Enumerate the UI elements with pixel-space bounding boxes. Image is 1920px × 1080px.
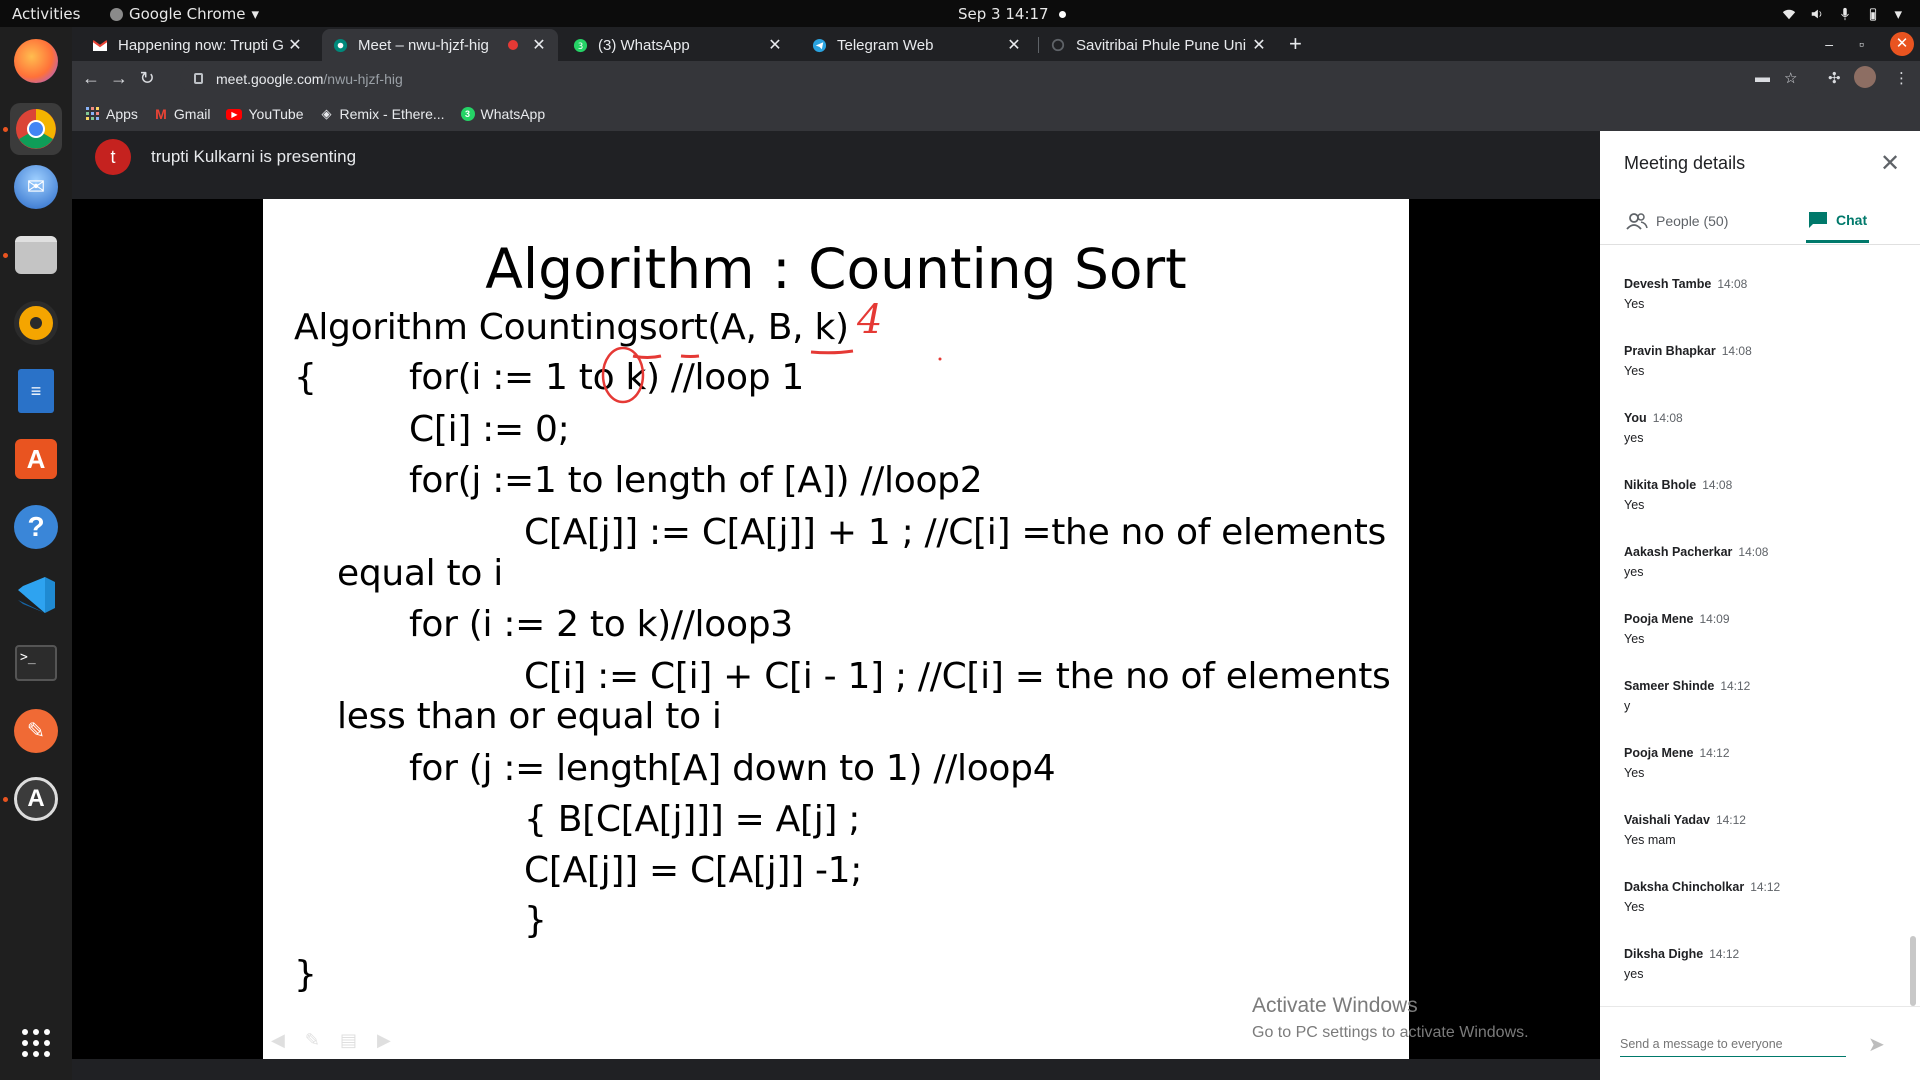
sender-name: Vaishali Yadav: [1624, 813, 1710, 827]
panel-title: Meeting details: [1624, 153, 1746, 173]
clock-label: Sep 3 14:17: [958, 5, 1049, 23]
avatar: t: [95, 139, 131, 175]
chat-message: [1624, 813, 1904, 880]
slide-line: for (i := 2 to k)//loop3: [409, 604, 793, 645]
watermark-line1: Activate Windows: [1252, 994, 1418, 1017]
tab-title: Meet – nwu-hjzf-hig: [358, 36, 489, 54]
sender-name: Diksha Dighe: [1624, 947, 1704, 961]
telegram-icon: [811, 37, 827, 53]
dock-pen-app[interactable]: [10, 705, 62, 757]
chat-message-list[interactable]: [1624, 277, 1904, 1014]
sender-name: Daksha Chincholkar: [1624, 880, 1745, 894]
message-text: yes: [1624, 565, 1644, 579]
meet-icon: [332, 37, 348, 53]
slide-line: for(i := 1 to k) //loop 1: [409, 357, 805, 398]
divider: [1600, 1006, 1920, 1007]
windows-activation-watermark: [1252, 994, 1529, 1042]
message-time: 14:08: [1738, 545, 1769, 559]
bookmark-label: Apps: [106, 106, 138, 122]
browser-window: [72, 27, 1920, 131]
files-icon: [15, 236, 57, 274]
running-indicator-icon: [3, 127, 8, 132]
sender-name: Devesh Tambe: [1624, 277, 1712, 291]
slide-line: for(j :=1 to length of [A]) //loop2: [409, 460, 983, 501]
libreoffice-writer-icon: ≡: [18, 369, 54, 413]
message-time: 14:09: [1699, 612, 1730, 626]
show-apps-icon: [21, 1028, 51, 1058]
slide-line: C[i] := 0;: [409, 409, 570, 450]
chat-message-input[interactable]: [1620, 1031, 1846, 1057]
chrome-icon: [14, 107, 58, 151]
dock-vscode[interactable]: [10, 569, 62, 621]
message-time: 14:12: [1750, 880, 1781, 894]
tab-gmail[interactable]: [82, 29, 314, 61]
chat-message: [1624, 478, 1904, 545]
terminal-icon: >_: [15, 645, 57, 681]
battery-icon: [1866, 7, 1880, 21]
volume-icon: [1810, 7, 1824, 21]
sender-name: Pooja Mene: [1624, 746, 1694, 760]
tab-sppu[interactable]: [1040, 29, 1278, 61]
message-text: Yes: [1624, 632, 1645, 646]
clock[interactable]: [958, 5, 1066, 23]
message-text: y: [1624, 699, 1631, 713]
dock-thunderbird[interactable]: [10, 161, 62, 213]
chat-message: [1624, 545, 1904, 612]
address-bar[interactable]: [180, 64, 1825, 94]
bookmark-label: Remix - Ethere...: [339, 106, 445, 122]
message-text: yes: [1624, 431, 1644, 445]
star-icon[interactable]: ☆: [1784, 70, 1798, 87]
presenting-banner: [95, 139, 356, 175]
message-time: 14:12: [1715, 813, 1746, 827]
slide-line: }: [294, 954, 317, 995]
url-path: /nwu-hjzf-hig: [323, 71, 403, 87]
message-text: Yes: [1624, 498, 1645, 512]
tab-telegram[interactable]: [801, 29, 1033, 61]
chevron-down-icon: ▾: [251, 5, 260, 23]
message-text: Yes mam: [1624, 833, 1676, 847]
sender-name: You: [1624, 411, 1647, 425]
message-time: 14:12: [1720, 679, 1751, 693]
slide-toolbar: [271, 1030, 391, 1051]
dock: [0, 27, 72, 1080]
presentation-stage: [72, 199, 1600, 1059]
restore-icon[interactable]: ▫: [1859, 36, 1864, 52]
forward-icon[interactable]: →: [110, 68, 128, 88]
forward-arrow-icon[interactable]: ▶: [376, 1030, 391, 1051]
bookmark-youtube[interactable]: [226, 106, 303, 122]
chat-message: [1624, 679, 1904, 746]
meeting-details-panel: [1600, 131, 1920, 1080]
slide-line: C[i] := C[i] + C[i - 1] ; //C[i] = the no of elements: [524, 656, 1391, 697]
tab-label: People (50): [1656, 213, 1729, 229]
bookmarks-bar: [72, 97, 1920, 131]
close-icon[interactable]: ✕: [288, 37, 302, 54]
pen-app-icon: ✎: [14, 709, 58, 753]
tab-strip: [72, 27, 1920, 61]
message-time: 14:12: [1709, 947, 1740, 961]
dock-chrome[interactable]: [10, 103, 62, 155]
bookmark-label: Gmail: [173, 106, 211, 122]
dock-help[interactable]: [10, 501, 62, 553]
message-time: 14:08: [1721, 344, 1752, 358]
chrome-mini-icon: [110, 8, 123, 21]
recording-icon: [508, 40, 518, 50]
more-menu-icon[interactable]: ⋮: [1894, 70, 1909, 87]
tab-chat[interactable]: [1806, 199, 1869, 243]
wifi-icon: [1782, 7, 1796, 21]
app-menu-label: Google Chrome: [129, 5, 246, 23]
message-time: 14:08: [1702, 478, 1733, 492]
system-status-area[interactable]: [1782, 5, 1902, 23]
profile-avatar[interactable]: [1854, 66, 1876, 88]
vscode-icon: [15, 574, 57, 616]
slide-line: C[A[j]] = C[A[j]] -1;: [524, 850, 863, 891]
slide-line: C[A[j]] := C[A[j]] + 1 ; //C[i] =the no of elements: [524, 512, 1386, 553]
app-menu[interactable]: [110, 5, 259, 23]
minimize-icon[interactable]: –: [1825, 36, 1834, 52]
slide-line: }: [524, 900, 547, 941]
gmail-icon: M: [155, 106, 167, 122]
slide-line: for (j := length[A] down to 1) //loop4: [409, 748, 1056, 789]
sender-name: Aakash Pacherkar: [1624, 545, 1733, 559]
message-text: Yes: [1624, 900, 1645, 914]
slide-line: Algorithm Countingsort(A, B, k): [294, 307, 849, 348]
shared-slide: [263, 199, 1409, 1059]
message-time: 14:12: [1699, 746, 1730, 760]
sender-name: Nikita Bhole: [1624, 478, 1697, 492]
back-arrow-icon[interactable]: ◀: [271, 1030, 285, 1051]
chat-message: [1624, 880, 1904, 947]
tab-whatsapp[interactable]: [562, 29, 794, 61]
close-icon[interactable]: ✕: [532, 37, 546, 54]
pen-icon[interactable]: ✎: [304, 1030, 320, 1051]
window-controls: [1825, 27, 1920, 61]
new-tab-button[interactable]: +: [1289, 31, 1302, 56]
activities-button[interactable]: Activities: [12, 5, 81, 23]
sender-name: Pooja Mene: [1624, 612, 1694, 626]
software-center-icon: A: [15, 439, 57, 479]
back-icon[interactable]: ←: [82, 68, 100, 88]
tab-separator: [1038, 37, 1039, 53]
message-text: Yes: [1624, 297, 1645, 311]
apps-grid-icon: [86, 107, 100, 121]
tab-people[interactable]: [1626, 199, 1728, 243]
chevron-down-icon: ▾: [1894, 5, 1902, 23]
bookmark-whatsapp[interactable]: [461, 106, 546, 122]
lock-icon: [194, 73, 203, 84]
thunderbird-icon: ✉: [14, 165, 58, 209]
whatsapp-icon: [572, 37, 588, 53]
panel-tabs: [1600, 199, 1920, 243]
divider: [1600, 244, 1920, 245]
chat-message: [1624, 612, 1904, 679]
slide-line: equal to i: [337, 553, 503, 594]
slide-line: less than or equal to i: [337, 696, 722, 737]
running-indicator-icon: [3, 797, 8, 802]
bookmark-gmail[interactable]: [154, 106, 211, 122]
dock-writer[interactable]: [10, 365, 62, 417]
dock-files[interactable]: [10, 229, 62, 281]
tab-title: Telegram Web: [837, 36, 934, 54]
slide-title: Algorithm : Counting Sort: [485, 237, 1187, 301]
close-icon[interactable]: ✕: [1007, 37, 1021, 54]
reload-icon[interactable]: ↻: [139, 68, 155, 88]
software-updater-icon: A: [14, 777, 58, 821]
chat-message: [1624, 947, 1904, 1014]
watermark-line2: Go to PC settings to activate Windows.: [1252, 1024, 1529, 1041]
toolbar: [72, 61, 1920, 97]
dock-terminal[interactable]: [10, 637, 62, 689]
message-text: Yes: [1624, 766, 1645, 780]
slide-line: { B[C[A[j]]] = A[j] ;: [524, 799, 861, 840]
sender-name: Pravin Bhapkar: [1624, 344, 1716, 358]
loading-icon: [1050, 37, 1066, 53]
message-time: 14:08: [1652, 411, 1683, 425]
rhythmbox-icon: [14, 301, 58, 345]
sender-name: Sameer Shinde: [1624, 679, 1715, 693]
chat-scrollbar[interactable]: [1910, 936, 1916, 1006]
dock-show-apps[interactable]: [10, 1017, 62, 1069]
close-icon[interactable]: ✕: [1252, 37, 1266, 54]
dock-firefox[interactable]: [10, 35, 62, 87]
notification-dot-icon: [1059, 11, 1066, 18]
slides-grid-icon[interactable]: ▤: [339, 1030, 357, 1051]
dock-updater[interactable]: [10, 773, 62, 825]
presenting-text: trupti Kulkarni is presenting: [151, 147, 357, 166]
bookmark-label: WhatsApp: [480, 106, 546, 122]
gmail-icon: [92, 37, 108, 53]
system-top-bar: [0, 0, 1920, 27]
chat-icon: [1808, 211, 1828, 229]
url-host: meet.google.com: [216, 71, 324, 87]
window-close-icon[interactable]: ✕: [1890, 32, 1914, 56]
close-icon[interactable]: ✕: [1879, 150, 1901, 177]
running-indicator-icon: [3, 253, 8, 258]
microphone-icon: [1838, 7, 1852, 21]
bookmark-label: YouTube: [248, 106, 304, 122]
firefox-icon: [14, 39, 58, 83]
chat-message: [1624, 411, 1904, 478]
meet-main: [72, 131, 1600, 1080]
chat-message: [1624, 746, 1904, 813]
tab-label: Chat: [1836, 211, 1868, 228]
chat-message: [1624, 344, 1904, 411]
people-icon: [1626, 212, 1648, 230]
youtube-icon: ▶: [226, 109, 242, 120]
whatsapp-icon: 3: [461, 107, 475, 121]
slide-line: {: [294, 357, 317, 398]
chat-message: [1624, 277, 1904, 344]
tab-title: (3) WhatsApp: [598, 36, 690, 54]
message-text: yes: [1624, 967, 1644, 981]
remix-icon: ◈: [321, 106, 332, 121]
bookmark-apps[interactable]: [86, 106, 138, 122]
bookmark-remix[interactable]: [320, 106, 445, 122]
handwritten-annotation: 4: [857, 297, 883, 343]
camera-icon[interactable]: ▬: [1755, 69, 1770, 86]
tab-meet[interactable]: [322, 29, 558, 61]
svg-text:3: 3: [577, 40, 583, 51]
message-time: 14:08: [1717, 277, 1748, 291]
tab-title: Savitribai Phule Pune Uni: [1076, 36, 1247, 54]
message-text: Yes: [1624, 364, 1645, 378]
dock-software[interactable]: [10, 433, 62, 485]
help-icon: ?: [14, 505, 58, 549]
send-icon[interactable]: ➤: [1868, 1034, 1885, 1056]
extensions-icon[interactable]: ✣: [1828, 70, 1841, 87]
close-icon[interactable]: ✕: [768, 37, 782, 54]
dock-rhythmbox[interactable]: [10, 297, 62, 349]
tab-title: Happening now: Trupti G: [118, 36, 284, 54]
